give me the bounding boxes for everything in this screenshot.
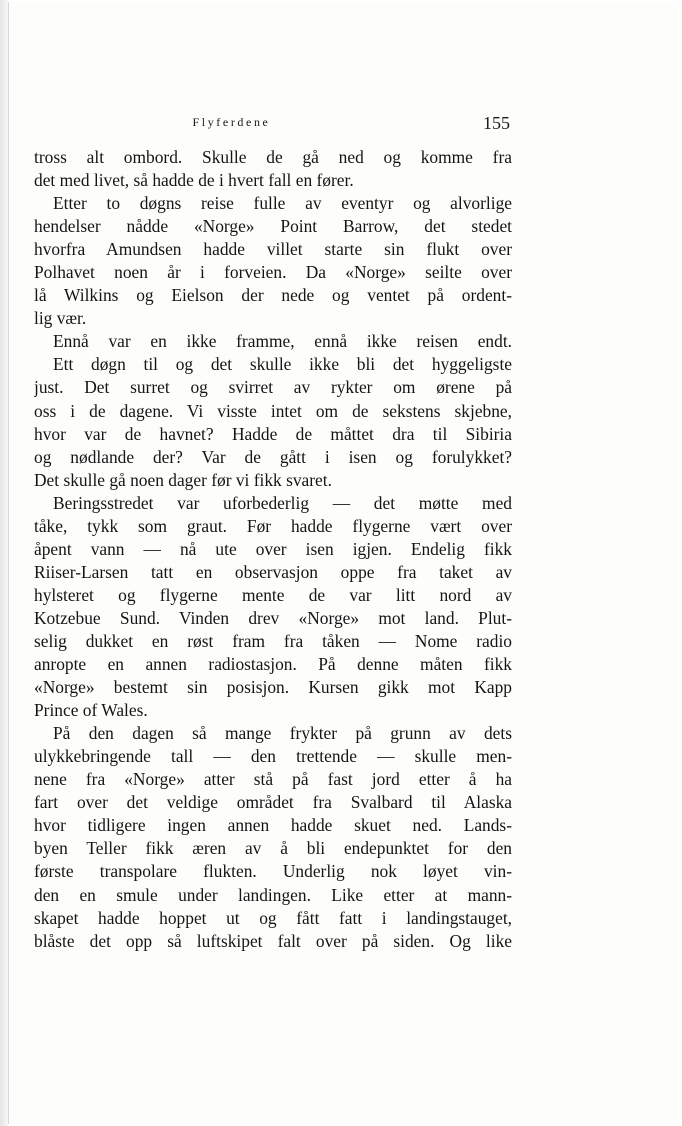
text-line: Polhavet noen år i forveien. Da «Norge» seilte over <box>34 262 512 283</box>
text-line: Etter to døgns reise fulle av eventyr og alvorlige <box>53 193 512 214</box>
text-line: just. Det surret og svirret av rykter om ørene på <box>34 377 512 398</box>
running-title: Flyferdene <box>192 115 271 129</box>
text-line: tåke, tykk som graut. Før hadde flygerne vært over <box>34 515 512 536</box>
text-line: På den dagen så mange frykter på grunn av dets <box>53 723 512 744</box>
text-line: skapet hadde hoppet ut og fått fatt i landingstauget, <box>34 907 512 928</box>
text-line: ulykkebringende tall — den trettende — skulle men- <box>34 746 512 767</box>
text-line: Beringsstredet var uforbederlig — det møtte med <box>53 492 512 513</box>
text-line: hvorfra Amundsen hadde villet starte sin flukt over <box>34 239 512 260</box>
text-line: åpent vann — nå ute over isen igjen. Endelig fikk <box>34 538 512 559</box>
text-line: fart over det veldige området fra Svalbard til Alaska <box>34 792 512 813</box>
text-line: det med livet, så hadde de i hvert fall en fører. <box>34 170 354 191</box>
text-line: Ett døgn til og det skulle ikke bli det hyggeligste <box>53 354 512 375</box>
text-line: selig dukket en røst fram fra tåken — Nome radio <box>34 630 512 651</box>
text-line: lig vær. <box>34 308 87 329</box>
text-line: byen Teller fikk æren av å bli endepunktet for den <box>34 838 512 859</box>
text-line: lå Wilkins og Eielson der nede og ventet på ordent- <box>34 285 512 306</box>
text-line: Ennå var en ikke framme, ennå ikke reisen endt. <box>53 331 512 352</box>
text-line: anropte en annen radiostasjon. På denne måten fikk <box>34 654 512 675</box>
scan-left-edge <box>0 0 8 1126</box>
text-line: og nødlande der? Var de gått i isen og forulykket? <box>34 446 512 467</box>
page-number: 155 <box>483 113 510 133</box>
text-line: hvor var de havnet? Hadde de måttet dra til Sibiria <box>34 423 512 444</box>
text-line: «Norge» bestemt sin posisjon. Kursen gikk mot Kapp <box>34 677 512 698</box>
text-line: tross alt ombord. Skulle de gå ned og komme fra <box>34 147 512 167</box>
text-line: hylsteret og flygerne mente de var litt nord av <box>34 584 512 605</box>
text-line: nene fra «Norge» atter stå på fast jord etter å ha <box>34 769 512 790</box>
text-line: den en smule under landingen. Like etter at mann- <box>34 884 512 905</box>
text-line: oss i de dagene. Vi visste intet om de sekstens skjebne, <box>34 400 512 421</box>
text-line: hendelser nådde «Norge» Point Barrow, det stedet <box>34 216 512 237</box>
text-line: Det skulle gå noen dager før vi fikk svaret. <box>34 469 332 490</box>
page-header <box>34 110 512 140</box>
text-line: første transpolare flukten. Underlig nok løyet vin- <box>34 861 512 882</box>
text-line: hvor tidligere ingen annen hadde skuet ned. Lands- <box>34 815 512 836</box>
text-line: blåste det opp så luftskipet falt over på siden. Og like <box>34 930 512 951</box>
text-line: Prince of Wales. <box>34 700 148 721</box>
text-line: Riiser-Larsen tatt en observasjon oppe fra taket av <box>34 561 512 582</box>
body-text <box>34 146 512 953</box>
text-line: Kotzebue Sund. Vinden drev «Norge» mot land. Plut- <box>34 607 512 628</box>
